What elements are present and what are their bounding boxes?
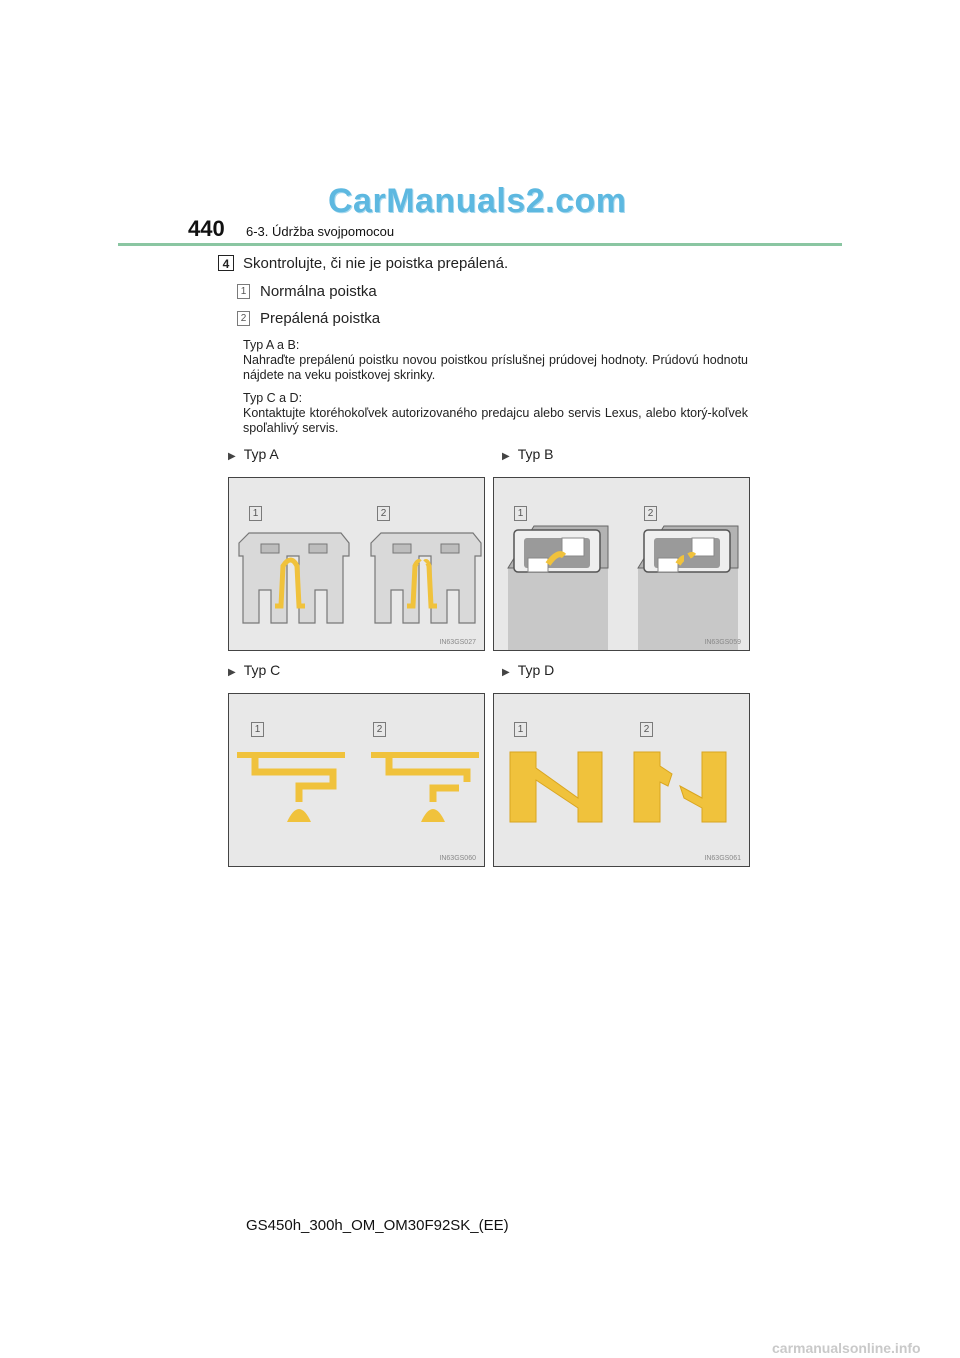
triangle-icon: ▶	[502, 451, 510, 462]
header-divider	[118, 243, 842, 246]
figure-label-text: Typ D	[517, 662, 555, 678]
cartridge-fuse-illustration	[494, 478, 750, 651]
item-badge-1: 1	[237, 284, 250, 299]
blade-fuse-blown	[371, 533, 481, 623]
figure-code: IN63GS059	[704, 639, 741, 646]
footer-model-code: GS450h_300h_OM_OM30F92SK_(EE)	[246, 1217, 509, 1234]
cartridge-fuse-blown	[638, 526, 738, 651]
figure-panel-c	[228, 693, 485, 867]
footer-watermark: carmanualsonline.info	[772, 1340, 921, 1356]
figure-code: IN63GS027	[439, 639, 476, 646]
note-body: Nahraďte prepálenú poistku novou poistkou príslušnej prúdovej hodnoty. Prúdovú hodnotu nájdete na veku poistkovej skrinky.	[243, 353, 748, 382]
note-body: Kontaktujte ktoréhokoľvek autorizovaného predajcu alebo servis Lexus, alebo ktorý-koľvek spoľahlivý servis.	[243, 406, 748, 435]
figure-panel-b	[493, 477, 750, 651]
figure-code: IN63GS061	[704, 855, 741, 862]
blade-fuse-illustration	[229, 478, 485, 651]
figure-badge-2: 2	[640, 722, 653, 737]
figure-label-d	[502, 662, 554, 678]
note-title: Typ A a B:	[243, 338, 300, 352]
strip-fuse-illustration	[494, 694, 750, 867]
watermark-logo: CarManuals2.com	[328, 182, 627, 220]
figure-label-c	[228, 662, 280, 678]
strip-fuse-blown	[634, 752, 726, 822]
figure-badge-2: 2	[377, 506, 390, 521]
figure-panel-a	[228, 477, 485, 651]
figure-badge-1: 1	[514, 506, 527, 521]
triangle-icon: ▶	[228, 451, 236, 462]
figure-badge-2: 2	[373, 722, 386, 737]
cartridge-fuse-normal	[508, 526, 608, 651]
item-label-normal: Normálna poistka	[260, 283, 377, 300]
figure-label-b	[502, 446, 554, 462]
fusible-link-blown	[371, 752, 479, 822]
page-number: 440	[188, 216, 225, 241]
figure-label-text: Typ C	[243, 662, 281, 678]
triangle-icon: ▶	[228, 667, 236, 678]
figure-label-text: Typ B	[517, 446, 554, 462]
note-type-cd	[243, 391, 748, 436]
triangle-icon: ▶	[502, 667, 510, 678]
fusible-link-normal	[237, 752, 345, 822]
note-type-ab	[243, 338, 748, 383]
step-text: Skontrolujte, či nie je poistka prepálená.	[243, 255, 509, 272]
note-title: Typ C a D:	[243, 391, 303, 405]
item-label-blown: Prepálená poistka	[260, 310, 381, 327]
fusible-link-illustration	[229, 694, 485, 867]
item-badge-2: 2	[237, 311, 250, 326]
figure-panel-d	[493, 693, 750, 867]
section-title: 6-3. Údržba svojpomocou	[246, 224, 395, 239]
figure-badge-1: 1	[249, 506, 262, 521]
figure-badge-1: 1	[251, 722, 264, 737]
figure-label-text: Typ A	[243, 446, 279, 462]
strip-fuse-normal	[510, 752, 602, 822]
figure-badge-2: 2	[644, 506, 657, 521]
figure-label-a	[228, 446, 279, 462]
blade-fuse-normal	[239, 533, 349, 623]
figure-code: IN63GS060	[439, 855, 476, 862]
step-number: 4	[218, 255, 234, 271]
figure-badge-1: 1	[514, 722, 527, 737]
